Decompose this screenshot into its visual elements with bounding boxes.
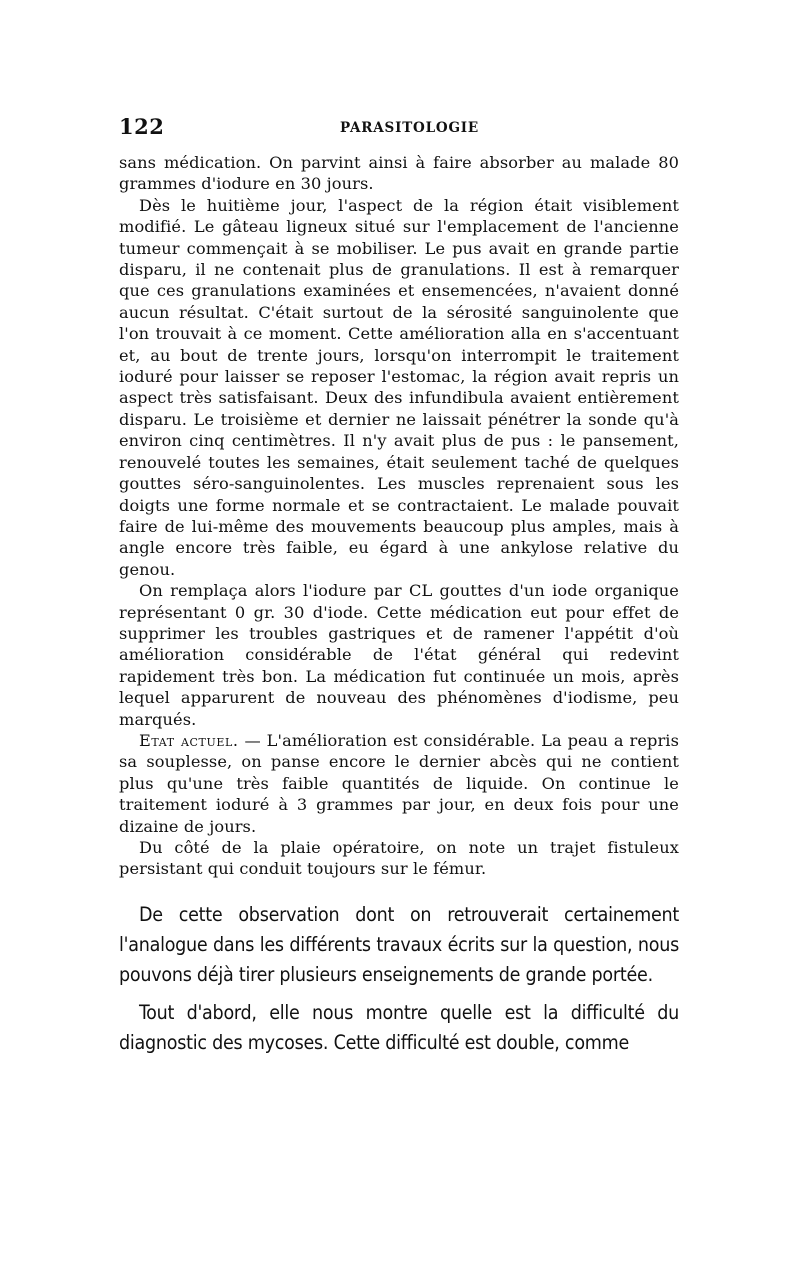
- etat-actuel-text: — L'amélioration est considérable. La peau a repris sa souplesse, on panse encore le dernier abcès qui ne contient plus qu'une très faible quantités de liquide. On continue le traitement ioduré à 3 grammes par jour, en deux fois pour une dizaine de jours.: [119, 730, 679, 836]
- observation-section: [119, 152, 679, 880]
- etat-actuel-paragraph: [119, 730, 679, 837]
- page-header: [119, 100, 679, 140]
- observation-paragraph: Dès le huitième jour, l'aspect de la région était visiblement modifié. Le gâteau ligneux situé sur l'emplacement de l'ancienne tumeur commençait à se mobiliser. Le pus avait en grande partie disparu, il ne contenait plus de granulations. Il est à remarquer que ces granulations examinées et ensemencées, n'avaient donné aucun résultat. C'était surtout de la sérosité sanguinolente que l'on trouvait à ce moment. Cette amélioration alla en s'accentuant et, au bout de trente jours, lorsqu'on interrompit le traitement ioduré pour laisser se reposer l'estomac, la région avait repris un aspect très satisfaisant. Deux des infundibula avaient entièrement disparu. Le troisième et dernier ne laissait pénétrer la sonde qu'à environ cinq centimètres. Il n'y avait plus de pus : le pansement, renouvelé toutes les semaines, était seulement taché de quelques gouttes séro-sanguinolentes. Les muscles reprenaient sous les doigts une forme normale et se contractaient. Le malade pouvait faire de lui-même des mouvements beaucoup plus amples, mais à angle encore très faible, eu égard à une ankylose relative du genou.: [119, 195, 679, 579]
- book-page: [119, 100, 679, 1066]
- observation-paragraph: On remplaça alors l'iodure par CL gouttes d'un iode organique représentant 0 gr. 30 d'iode. Cette médication eut pour effet de supprimer les troubles gastriques et de ramener l'appétit d'où amélioration considérable de l'état général qui redevint rapidement très bon. La médication fut continuée un mois, après lequel apparurent de nouveau des phénomènes d'iodisme, peu marqués.: [119, 581, 679, 729]
- commentary-paragraph: Tout d'abord, elle nous montre quelle est la difficulté du diagnostic des mycoses. Cette difficulté est double, comme: [119, 1000, 679, 1054]
- observation-paragraph: Du côté de la plaie opératoire, on note un trajet fistuleux persistant qui conduit toujours sur le fémur.: [119, 838, 679, 879]
- commentary-section: [119, 900, 679, 1058]
- etat-actuel-label: Etat actuel.: [139, 730, 239, 750]
- page-number: 122: [119, 114, 165, 139]
- commentary-paragraph: De cette observation dont on retrouverait certainement l'analogue dans les différents travaux écrits sur la question, nous pouvons déjà tirer plusieurs enseignements de grande portée.: [119, 902, 679, 986]
- observation-paragraph: sans médication. On parvint ainsi à faire absorber au malade 80 grammes d'iodure en 30 jours.: [119, 153, 679, 194]
- running-title: PARASITOLOGIE: [340, 120, 479, 136]
